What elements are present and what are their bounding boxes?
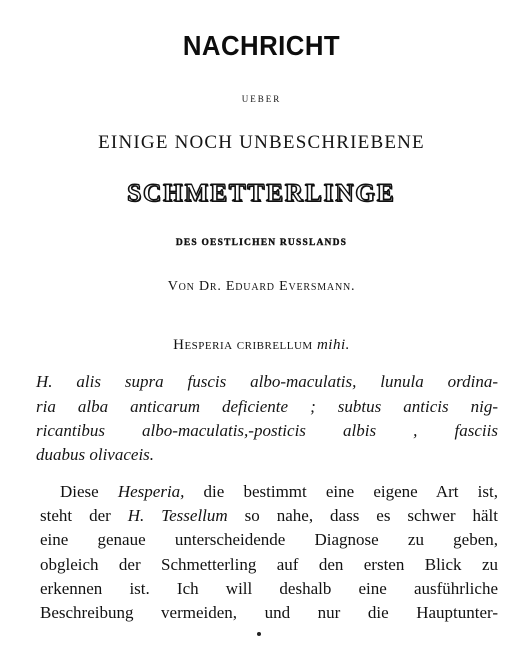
title-nachricht: NACHRICHT [182,30,341,61]
german-line-2-c: so nahe, dass es schwer hält [227,506,498,525]
title-schmetterlinge: SCHMETTERLINGE [127,180,396,207]
german-line-3: eine genaue unterscheidende Diagnose zu geben, [40,530,498,549]
german-line-5: erkennen ist. Ich will deshalb eine ausführliche [40,579,498,598]
latin-line-2: ria alba anticarum deficiente ; subtus anticis nig- [36,397,498,416]
german-line-2-b: H. Tessellum [127,506,228,525]
german-line-2 [40,506,498,526]
latin-line-3: ricantibus albo-maculatis,-posticis albis , fasciis [36,421,498,440]
latin-line-1: H. alis supra fuscis albo-maculatis, lunula ordina- [36,372,498,391]
species-author: mihi. [316,337,350,353]
german-line-6: Beschreibung vermeiden, und nur die Hauptunter- [40,603,498,622]
title-line-2: EINIGE NOCH UNBESCHRIEBENE [98,132,425,153]
page-dot [257,632,261,636]
german-line-1-b: Hesperia, [117,482,185,501]
author-line: Von Dr. Eduard Eversmann. [167,279,356,294]
title-ueber: UEBER [241,94,282,104]
german-line-1-a: Diese [60,482,118,501]
german-line-4: obgleich der Schmetterling auf den ersten Blick zu [40,555,498,574]
german-line-2-a: steht der [40,506,128,525]
german-line-1-c: die bestimmt eine eigene Art ist, [184,482,498,501]
title-line-4: DES OESTLICHEN RUSSLANDS [175,238,348,248]
species-heading [0,337,523,354]
species-name: Hesperia cribrellum [173,337,313,353]
latin-line-4: duabus olivaceis. [36,445,155,464]
german-line-1 [60,482,498,502]
